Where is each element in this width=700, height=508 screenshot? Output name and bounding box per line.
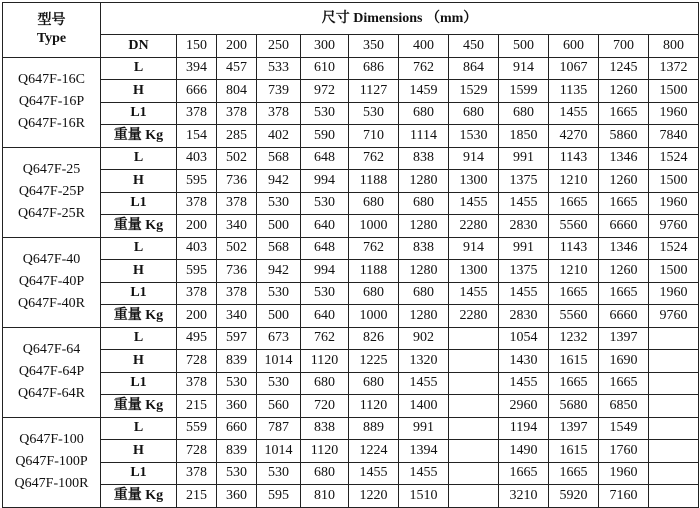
value-cell: 1665 — [599, 192, 649, 215]
row-label-cell: H — [101, 350, 177, 373]
value-cell: 994 — [301, 170, 349, 193]
value-cell: 1232 — [549, 327, 599, 350]
value-cell: 666 — [177, 80, 217, 103]
value-cell: 9760 — [649, 305, 699, 328]
value-cell — [649, 417, 699, 440]
value-cell: 500 — [257, 215, 301, 238]
table-row — [3, 80, 699, 103]
value-cell: 680 — [499, 102, 549, 125]
row-label-cell: 重量 Kg — [101, 395, 177, 418]
model-name: Q647F-25R — [18, 206, 85, 221]
value-cell: 4270 — [549, 125, 599, 148]
row-label-cell: L — [101, 57, 177, 80]
value-cell: 1455 — [349, 462, 399, 485]
value-cell: 648 — [301, 147, 349, 170]
value-cell: 3210 — [499, 485, 549, 508]
type-header-cell — [3, 3, 101, 58]
value-cell: 403 — [177, 237, 217, 260]
value-cell: 1346 — [599, 237, 649, 260]
value-cell: 1114 — [399, 125, 449, 148]
dn-value-cell: 450 — [449, 35, 499, 58]
row-label-cell: 重量 Kg — [101, 485, 177, 508]
value-cell: 1260 — [599, 80, 649, 103]
row-label-cell: H — [101, 170, 177, 193]
value-cell: 200 — [177, 305, 217, 328]
value-cell: 1455 — [499, 372, 549, 395]
value-cell: 1455 — [399, 372, 449, 395]
value-cell: 1346 — [599, 147, 649, 170]
table-row — [3, 102, 699, 125]
value-cell: 1220 — [349, 485, 399, 508]
value-cell: 991 — [399, 417, 449, 440]
dn-value-cell: 150 — [177, 35, 217, 58]
model-cell — [3, 327, 101, 417]
value-cell: 914 — [449, 237, 499, 260]
value-cell: 1000 — [349, 215, 399, 238]
value-cell: 7840 — [649, 125, 699, 148]
table-row — [3, 125, 699, 148]
value-cell: 1300 — [449, 260, 499, 283]
model-cell — [3, 147, 101, 237]
value-cell: 728 — [177, 440, 217, 463]
value-cell: 530 — [301, 282, 349, 305]
value-cell: 804 — [217, 80, 257, 103]
value-cell: 1397 — [599, 327, 649, 350]
value-cell: 914 — [499, 57, 549, 80]
value-cell — [449, 417, 499, 440]
value-cell: 1960 — [599, 462, 649, 485]
value-cell: 1280 — [399, 260, 449, 283]
value-cell: 1615 — [549, 440, 599, 463]
model-name: Q647F-64R — [18, 386, 85, 401]
row-label-cell: H — [101, 80, 177, 103]
value-cell: 1210 — [549, 170, 599, 193]
value-cell: 154 — [177, 125, 217, 148]
value-cell: 610 — [301, 57, 349, 80]
value-cell: 1850 — [499, 125, 549, 148]
value-cell: 1000 — [349, 305, 399, 328]
value-cell: 1455 — [499, 192, 549, 215]
dn-value-cell: 700 — [599, 35, 649, 58]
value-cell: 7160 — [599, 485, 649, 508]
row-label-cell: 重量 Kg — [101, 305, 177, 328]
value-cell: 680 — [399, 192, 449, 215]
row-label-cell: L1 — [101, 192, 177, 215]
value-cell: 595 — [177, 260, 217, 283]
value-cell: 680 — [399, 102, 449, 125]
dimensions-spec-table — [2, 2, 699, 508]
value-cell: 590 — [301, 125, 349, 148]
value-cell: 530 — [217, 462, 257, 485]
value-cell: 762 — [349, 237, 399, 260]
table-row — [3, 215, 699, 238]
model-name: Q647F-64 — [22, 342, 81, 357]
value-cell: 378 — [217, 102, 257, 125]
value-cell: 680 — [349, 282, 399, 305]
value-cell: 838 — [301, 417, 349, 440]
value-cell — [449, 372, 499, 395]
value-cell: 839 — [217, 440, 257, 463]
value-cell: 1210 — [549, 260, 599, 283]
value-cell: 597 — [217, 327, 257, 350]
value-cell: 340 — [217, 215, 257, 238]
value-cell: 640 — [301, 215, 349, 238]
value-cell — [649, 395, 699, 418]
value-cell: 1665 — [549, 462, 599, 485]
value-cell: 1120 — [349, 395, 399, 418]
value-cell: 994 — [301, 260, 349, 283]
value-cell: 1529 — [449, 80, 499, 103]
value-cell: 215 — [177, 395, 217, 418]
value-cell: 560 — [257, 395, 301, 418]
value-cell: 826 — [349, 327, 399, 350]
value-cell: 1397 — [549, 417, 599, 440]
value-cell: 9760 — [649, 215, 699, 238]
model-name: Q647F-40R — [18, 296, 85, 311]
value-cell: 810 — [301, 485, 349, 508]
value-cell: 378 — [257, 102, 301, 125]
table-row — [3, 192, 699, 215]
dn-value-cell: 350 — [349, 35, 399, 58]
value-cell: 5680 — [549, 395, 599, 418]
row-label-cell: L1 — [101, 462, 177, 485]
value-cell: 457 — [217, 57, 257, 80]
value-cell: 680 — [301, 372, 349, 395]
value-cell: 530 — [349, 102, 399, 125]
value-cell: 762 — [301, 327, 349, 350]
model-name: Q647F-16R — [18, 116, 85, 131]
dn-value-cell: 600 — [549, 35, 599, 58]
value-cell: 502 — [217, 147, 257, 170]
value-cell: 889 — [349, 417, 399, 440]
value-cell: 710 — [349, 125, 399, 148]
value-cell: 1960 — [649, 192, 699, 215]
value-cell: 1260 — [599, 170, 649, 193]
value-cell: 1394 — [399, 440, 449, 463]
value-cell: 839 — [217, 350, 257, 373]
value-cell: 1500 — [649, 80, 699, 103]
table-row — [3, 237, 699, 260]
value-cell: 1054 — [499, 327, 549, 350]
value-cell — [649, 462, 699, 485]
value-cell: 1280 — [399, 170, 449, 193]
model-cell — [3, 237, 101, 327]
model-name: Q647F-16P — [18, 94, 85, 109]
model-name: Q647F-16C — [18, 72, 85, 87]
model-name: Q647F-25P — [18, 184, 85, 199]
table-row — [3, 395, 699, 418]
value-cell: 1067 — [549, 57, 599, 80]
value-cell: 1455 — [499, 282, 549, 305]
value-cell — [649, 327, 699, 350]
value-cell: 762 — [399, 57, 449, 80]
value-cell — [449, 395, 499, 418]
value-cell: 1665 — [599, 282, 649, 305]
row-label-cell: L — [101, 417, 177, 440]
row-label-cell: 重量 Kg — [101, 215, 177, 238]
row-label-cell: L — [101, 237, 177, 260]
value-cell: 942 — [257, 260, 301, 283]
value-cell: 1135 — [549, 80, 599, 103]
table-row — [3, 350, 699, 373]
value-cell: 215 — [177, 485, 217, 508]
value-cell: 736 — [217, 260, 257, 283]
value-cell — [449, 327, 499, 350]
value-cell: 1400 — [399, 395, 449, 418]
value-cell: 728 — [177, 350, 217, 373]
value-cell: 1320 — [399, 350, 449, 373]
dn-value-cell: 200 — [217, 35, 257, 58]
value-cell: 6850 — [599, 395, 649, 418]
value-cell: 720 — [301, 395, 349, 418]
value-cell: 5860 — [599, 125, 649, 148]
value-cell: 1245 — [599, 57, 649, 80]
value-cell: 2830 — [499, 305, 549, 328]
value-cell: 1194 — [499, 417, 549, 440]
table-row — [3, 57, 699, 80]
value-cell: 1455 — [449, 282, 499, 305]
row-label-cell: H — [101, 440, 177, 463]
table-row — [3, 147, 699, 170]
row-label-cell: H — [101, 260, 177, 283]
value-cell: 285 — [217, 125, 257, 148]
value-cell: 378 — [217, 192, 257, 215]
value-cell — [449, 350, 499, 373]
value-cell: 680 — [349, 192, 399, 215]
value-cell: 686 — [349, 57, 399, 80]
table-row — [3, 260, 699, 283]
table-row — [3, 170, 699, 193]
value-cell: 1960 — [649, 102, 699, 125]
value-cell: 500 — [257, 305, 301, 328]
value-cell: 1120 — [301, 440, 349, 463]
dimensions-header-cell: 尺寸 Dimensions （mm） — [101, 3, 699, 35]
value-cell: 1430 — [499, 350, 549, 373]
value-cell — [649, 350, 699, 373]
table-row — [3, 417, 699, 440]
value-cell: 1530 — [449, 125, 499, 148]
model-name: Q647F-25 — [22, 162, 81, 177]
table-row — [3, 327, 699, 350]
value-cell: 530 — [257, 282, 301, 305]
value-cell: 378 — [177, 102, 217, 125]
value-cell: 1375 — [499, 260, 549, 283]
model-name: Q647F-100P — [15, 454, 88, 469]
model-name: Q647F-100R — [14, 476, 89, 491]
model-name: Q647F-100 — [19, 432, 84, 447]
value-cell: 533 — [257, 57, 301, 80]
value-cell: 680 — [449, 102, 499, 125]
value-cell: 1665 — [599, 102, 649, 125]
dn-label-cell: DN — [101, 35, 177, 58]
value-cell: 1960 — [649, 282, 699, 305]
value-cell — [649, 440, 699, 463]
value-cell: 680 — [301, 462, 349, 485]
value-cell: 1188 — [349, 170, 399, 193]
value-cell: 1455 — [549, 102, 599, 125]
value-cell: 378 — [217, 282, 257, 305]
value-cell: 1455 — [399, 462, 449, 485]
value-cell: 648 — [301, 237, 349, 260]
value-cell: 2280 — [449, 305, 499, 328]
value-cell: 991 — [499, 237, 549, 260]
row-label-cell: L1 — [101, 102, 177, 125]
value-cell: 1014 — [257, 350, 301, 373]
dn-value-cell: 500 — [499, 35, 549, 58]
value-cell: 991 — [499, 147, 549, 170]
value-cell: 530 — [257, 462, 301, 485]
type-label-en: Type — [36, 30, 67, 46]
value-cell: 1500 — [649, 170, 699, 193]
model-cell — [3, 57, 101, 147]
value-cell: 864 — [449, 57, 499, 80]
value-cell: 1690 — [599, 350, 649, 373]
value-cell: 530 — [257, 372, 301, 395]
dn-value-cell: 800 — [649, 35, 699, 58]
value-cell: 673 — [257, 327, 301, 350]
value-cell: 568 — [257, 147, 301, 170]
value-cell: 1372 — [649, 57, 699, 80]
value-cell: 1524 — [649, 147, 699, 170]
value-cell: 838 — [399, 237, 449, 260]
value-cell: 2960 — [499, 395, 549, 418]
value-cell: 5920 — [549, 485, 599, 508]
row-label-cell: L — [101, 147, 177, 170]
dn-value-cell: 400 — [399, 35, 449, 58]
value-cell: 1143 — [549, 237, 599, 260]
value-cell: 1280 — [399, 215, 449, 238]
value-cell: 1143 — [549, 147, 599, 170]
value-cell: 1665 — [499, 462, 549, 485]
value-cell: 914 — [449, 147, 499, 170]
value-cell: 838 — [399, 147, 449, 170]
value-cell — [449, 440, 499, 463]
value-cell: 680 — [349, 372, 399, 395]
value-cell: 530 — [217, 372, 257, 395]
value-cell: 5560 — [549, 215, 599, 238]
value-cell: 1260 — [599, 260, 649, 283]
value-cell: 378 — [177, 372, 217, 395]
value-cell: 1490 — [499, 440, 549, 463]
value-cell: 1549 — [599, 417, 649, 440]
type-label-cn: 型号 — [37, 12, 66, 28]
value-cell: 1665 — [549, 192, 599, 215]
value-cell: 1188 — [349, 260, 399, 283]
table-row — [3, 282, 699, 305]
value-cell: 1615 — [549, 350, 599, 373]
value-cell: 595 — [177, 170, 217, 193]
row-label-cell: L — [101, 327, 177, 350]
value-cell: 378 — [177, 462, 217, 485]
value-cell: 495 — [177, 327, 217, 350]
value-cell — [449, 462, 499, 485]
value-cell: 1665 — [549, 372, 599, 395]
value-cell: 972 — [301, 80, 349, 103]
value-cell: 1665 — [599, 372, 649, 395]
value-cell: 1455 — [449, 192, 499, 215]
value-cell: 6660 — [599, 215, 649, 238]
model-name: Q647F-40 — [22, 252, 81, 267]
value-cell: 2280 — [449, 215, 499, 238]
value-cell: 1760 — [599, 440, 649, 463]
model-cell — [3, 417, 101, 507]
dn-value-cell: 250 — [257, 35, 301, 58]
value-cell: 942 — [257, 170, 301, 193]
table-row — [3, 372, 699, 395]
value-cell: 568 — [257, 237, 301, 260]
value-cell: 595 — [257, 485, 301, 508]
value-cell: 1127 — [349, 80, 399, 103]
value-cell: 1300 — [449, 170, 499, 193]
value-cell: 1224 — [349, 440, 399, 463]
value-cell: 402 — [257, 125, 301, 148]
header-row-top — [3, 3, 699, 35]
value-cell: 200 — [177, 215, 217, 238]
value-cell: 394 — [177, 57, 217, 80]
value-cell: 378 — [177, 192, 217, 215]
value-cell: 1510 — [399, 485, 449, 508]
value-cell: 5560 — [549, 305, 599, 328]
value-cell: 502 — [217, 237, 257, 260]
value-cell: 530 — [301, 102, 349, 125]
dn-value-cell: 300 — [301, 35, 349, 58]
value-cell: 1225 — [349, 350, 399, 373]
value-cell: 1014 — [257, 440, 301, 463]
value-cell: 360 — [217, 395, 257, 418]
header-row-dn — [3, 35, 699, 58]
table-row — [3, 462, 699, 485]
row-label-cell: L1 — [101, 372, 177, 395]
value-cell: 378 — [177, 282, 217, 305]
value-cell: 2830 — [499, 215, 549, 238]
value-cell: 762 — [349, 147, 399, 170]
value-cell: 739 — [257, 80, 301, 103]
value-cell: 360 — [217, 485, 257, 508]
value-cell: 340 — [217, 305, 257, 328]
value-cell: 1500 — [649, 260, 699, 283]
value-cell: 660 — [217, 417, 257, 440]
table-row — [3, 440, 699, 463]
value-cell: 1280 — [399, 305, 449, 328]
value-cell: 559 — [177, 417, 217, 440]
value-cell: 530 — [257, 192, 301, 215]
value-cell: 1524 — [649, 237, 699, 260]
model-name: Q647F-64P — [18, 364, 85, 379]
table-row — [3, 305, 699, 328]
value-cell: 1599 — [499, 80, 549, 103]
value-cell: 1375 — [499, 170, 549, 193]
value-cell: 1120 — [301, 350, 349, 373]
value-cell: 902 — [399, 327, 449, 350]
value-cell: 530 — [301, 192, 349, 215]
value-cell: 1665 — [549, 282, 599, 305]
row-label-cell: 重量 Kg — [101, 125, 177, 148]
model-name: Q647F-40P — [18, 274, 85, 289]
value-cell: 787 — [257, 417, 301, 440]
value-cell: 680 — [399, 282, 449, 305]
value-cell: 736 — [217, 170, 257, 193]
value-cell: 1459 — [399, 80, 449, 103]
value-cell: 403 — [177, 147, 217, 170]
row-label-cell: L1 — [101, 282, 177, 305]
value-cell: 640 — [301, 305, 349, 328]
value-cell — [649, 372, 699, 395]
value-cell: 6660 — [599, 305, 649, 328]
